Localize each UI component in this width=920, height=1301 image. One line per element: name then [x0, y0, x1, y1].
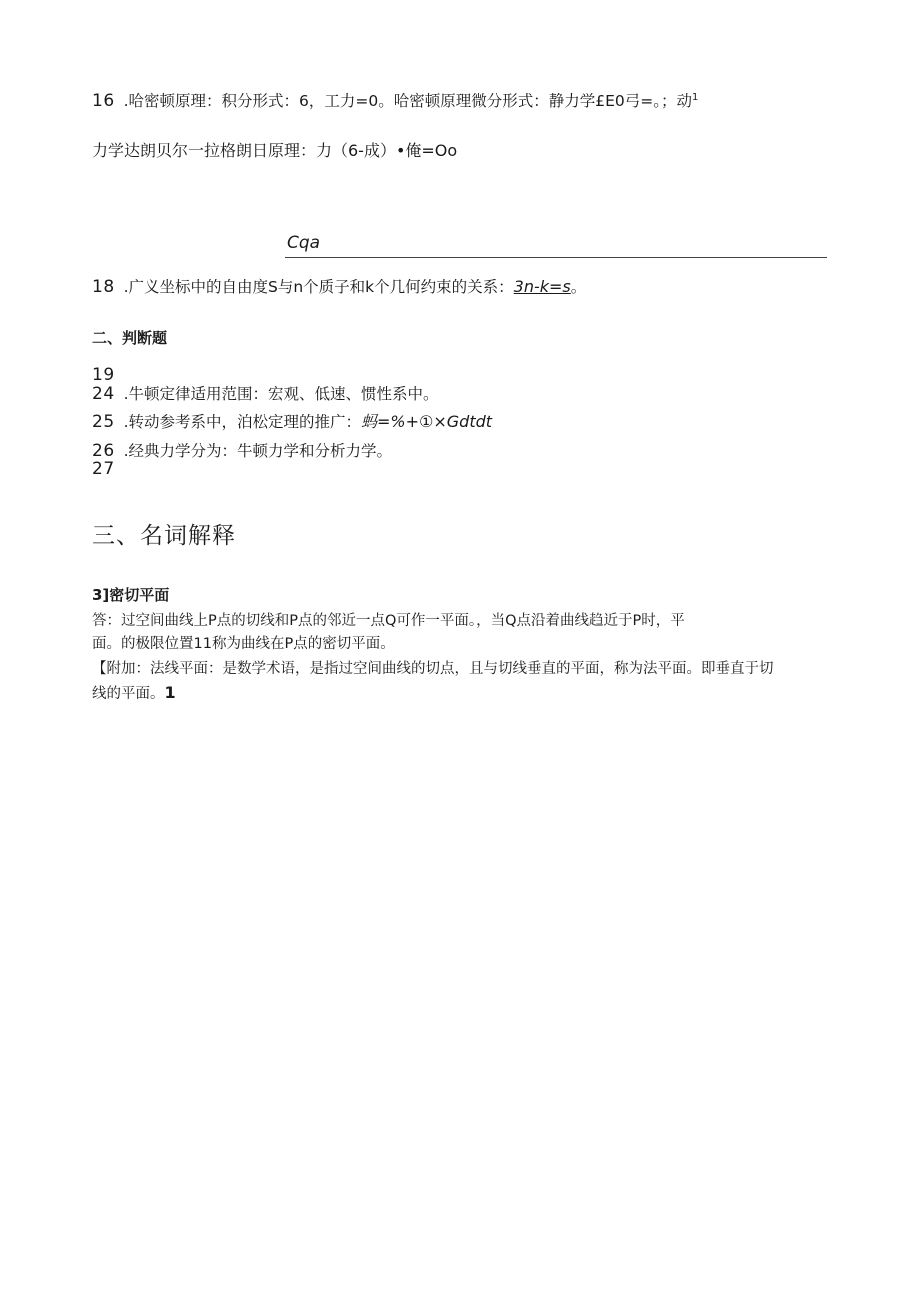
answer-text: 答：过空间曲线上P点的切线和P点的邻近一点Q可作一平面。，当Q点沿着曲线趋近于P时，平	[92, 613, 685, 629]
cqa-text: Cqa	[287, 233, 321, 253]
term-title	[92, 585, 169, 605]
question-19	[92, 365, 115, 385]
section-title-terms	[92, 522, 236, 550]
section-title-text: 三、名词解释	[92, 523, 236, 549]
formula: 蚂=%+①×Gdtdt	[361, 412, 493, 431]
question-16-continuation	[92, 141, 457, 161]
question-number: 25	[92, 412, 115, 432]
term-answer-line-1	[92, 611, 685, 631]
term-note-line-1	[92, 659, 774, 679]
note-text: 线的平面。	[92, 686, 165, 702]
note-end-mark: 1	[164, 683, 176, 702]
term-title-text: 3]密切平面	[92, 586, 170, 604]
question-number: 24	[92, 384, 115, 404]
question-text: .转动参考系中，泊松定理的推广：	[123, 413, 362, 431]
section-title-judgment	[92, 328, 167, 348]
formula: 3n-k=s	[513, 277, 571, 296]
question-27	[92, 459, 115, 479]
question-number: 27	[92, 459, 115, 479]
question-text: .牛顿定律适用范围：宏观、低速、惯性系中。	[123, 385, 439, 403]
question-25	[92, 412, 492, 432]
continuation-text: 力学达朗贝尔一拉格朗日原理：力（6-成）•俺=Oo	[92, 141, 458, 160]
question-number: 16	[92, 91, 115, 112]
question-text: .哈密顿原理：积分形式：6，工力=0。哈密顿原理微分形式：静力学£E0弓=。；动	[123, 92, 692, 111]
question-text: .广义坐标中的自由度S与n个质子和k个几何约束的关系：	[123, 278, 514, 296]
question-24	[92, 384, 439, 404]
term-note-line-2	[92, 683, 176, 704]
note-text: 【附加：法线平面：是数学术语，是指过空间曲线的切点，且与切线垂直的平面，称为法平面。即垂直于切	[92, 661, 774, 677]
question-number: 19	[92, 365, 115, 385]
question-text: .经典力学分为：牛顿力学和分析力学。	[123, 442, 393, 460]
cqa-label	[287, 233, 320, 253]
answer-text: 面。的极限位置11称为曲线在P点的密切平面。	[92, 636, 395, 652]
question-26	[92, 441, 392, 461]
term-answer-line-2	[92, 634, 395, 654]
question-18	[92, 277, 586, 297]
question-16	[92, 88, 698, 111]
question-number: 26	[92, 441, 115, 461]
horizontal-rule	[285, 257, 827, 258]
question-number: 18	[92, 277, 115, 297]
period: 。	[570, 278, 587, 296]
section-title-text: 二、判断题	[92, 329, 168, 347]
superscript: 1	[691, 92, 699, 103]
